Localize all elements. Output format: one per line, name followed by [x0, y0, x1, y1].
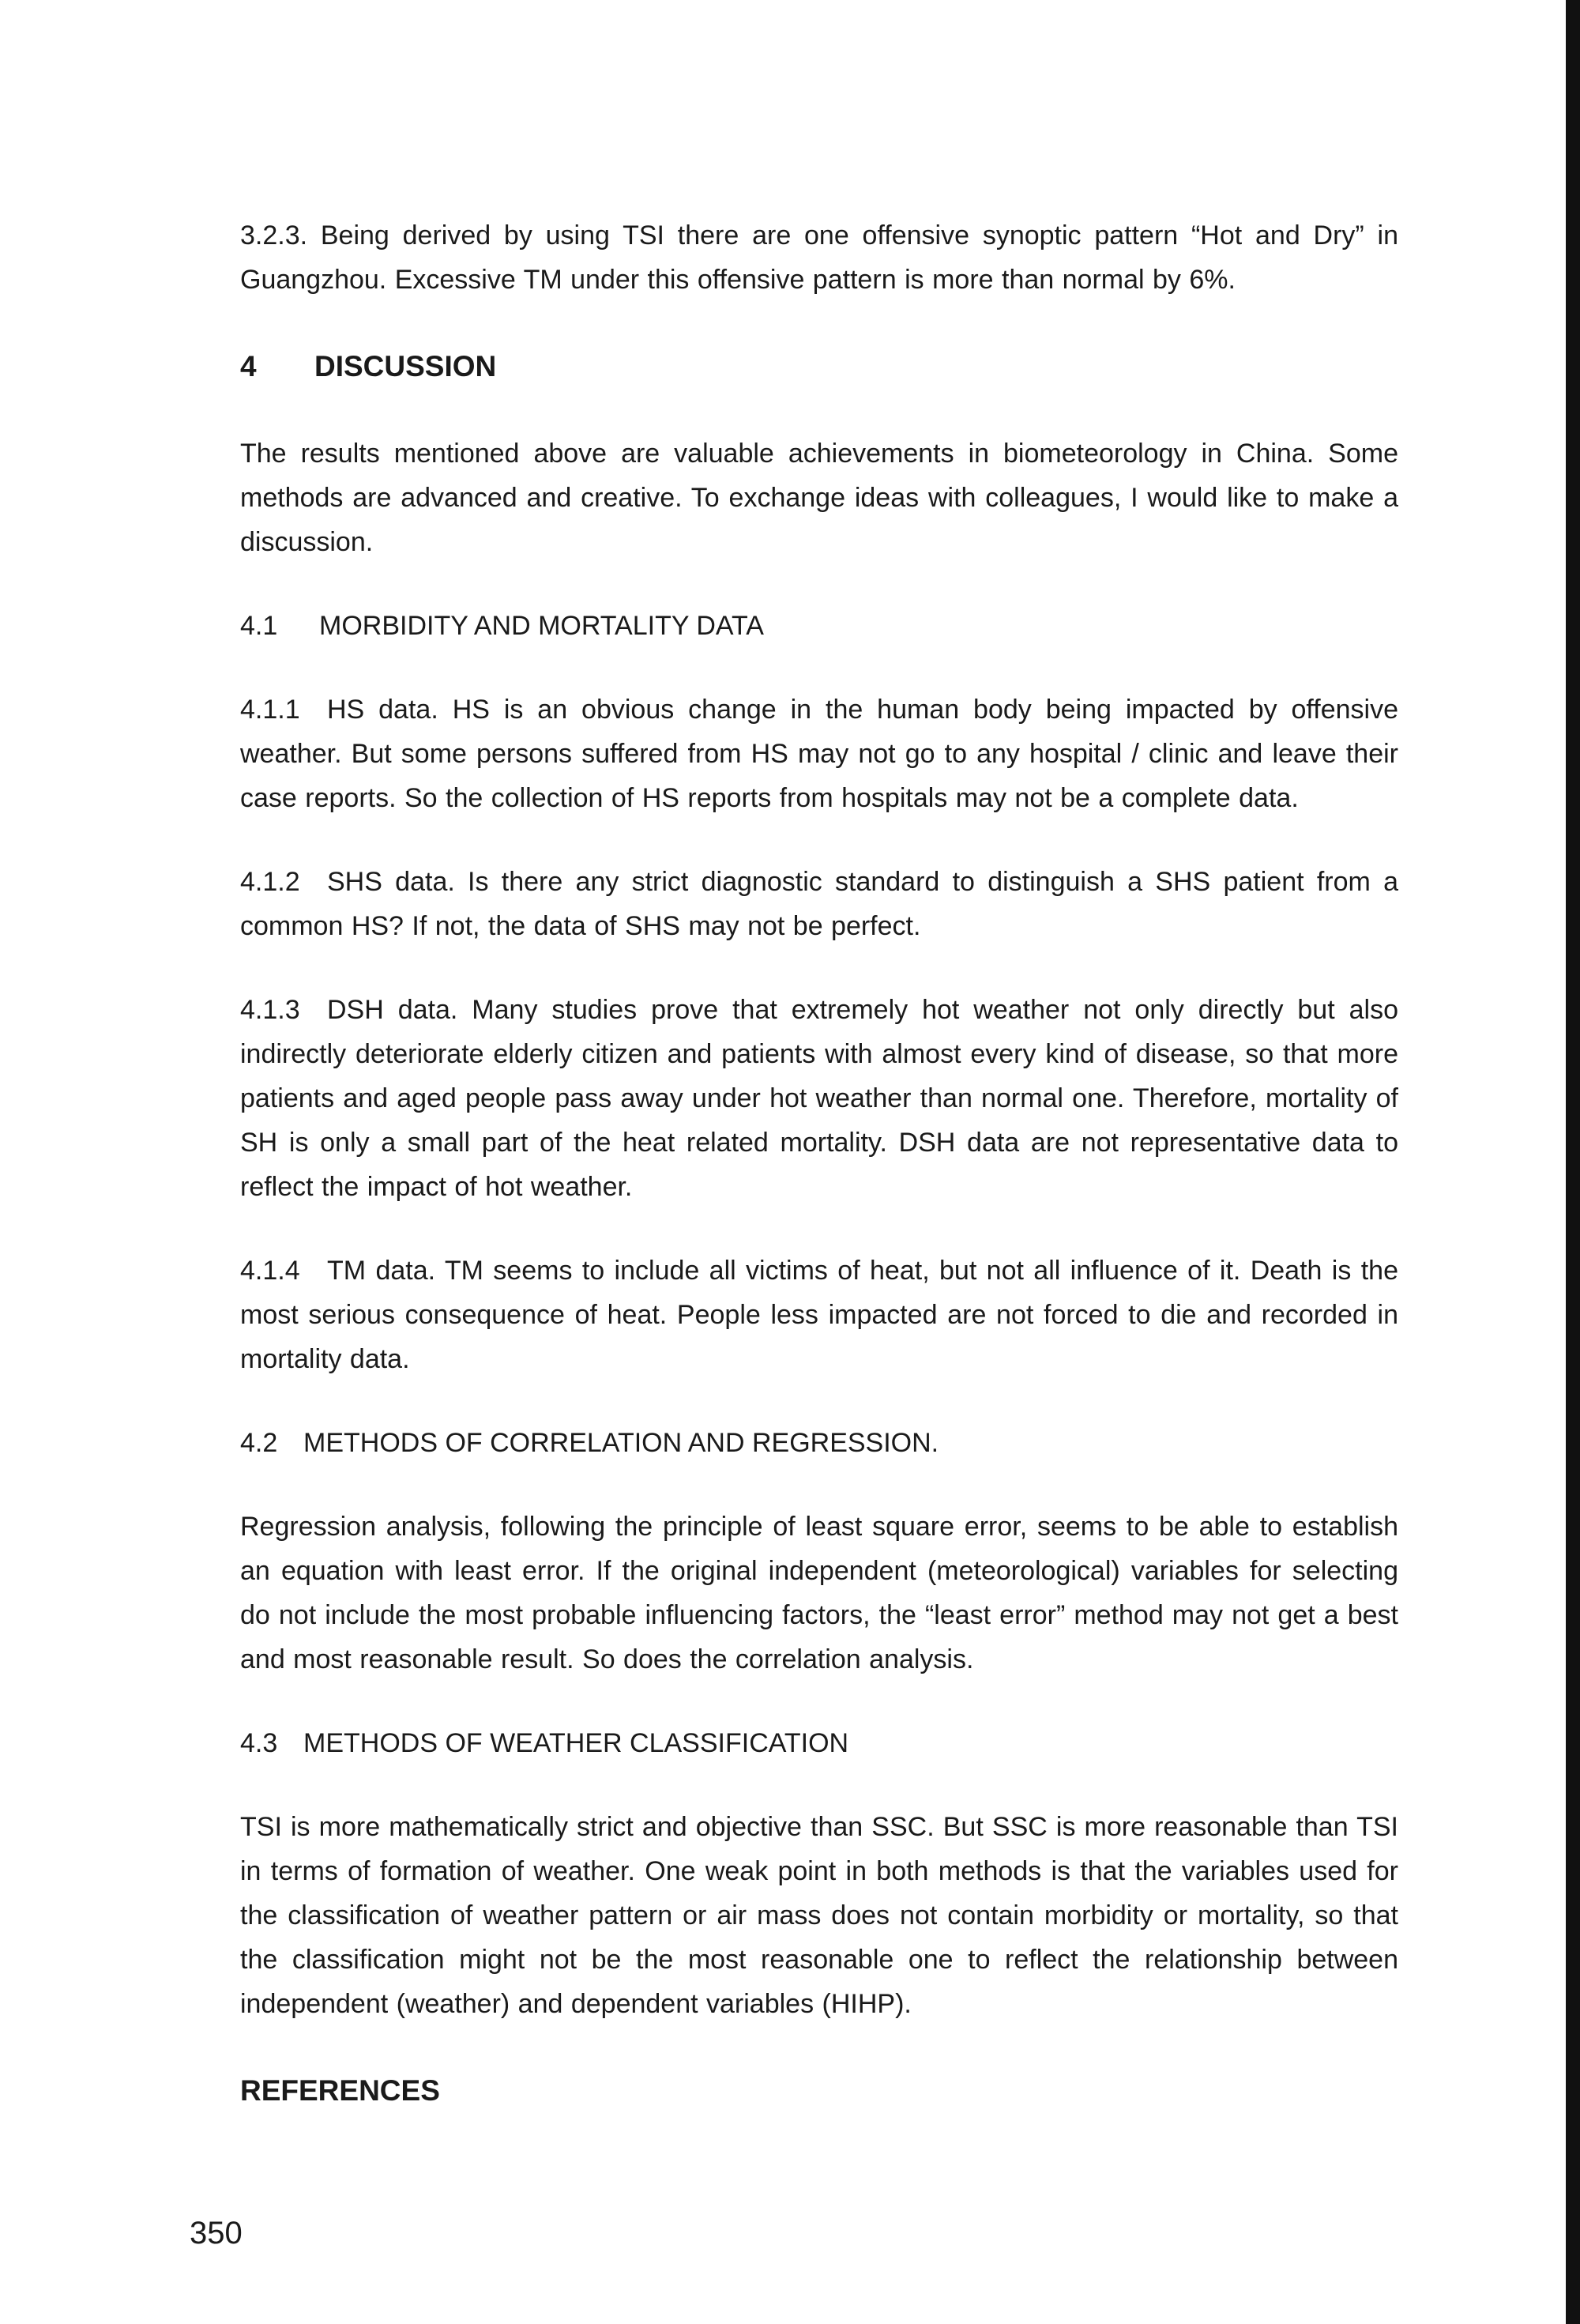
paragraph-number: 4.1.2: [240, 867, 300, 897]
paragraph-text: SHS data. Is there any strict diagnostic standard to distinguish a SHS patient from a common HS? If not, the data of SHS may not be perfect.: [240, 867, 1398, 941]
page-content: [240, 213, 1398, 2113]
subsection-heading-4-1: [240, 604, 1398, 648]
paragraph-4-1-4: [240, 1249, 1398, 1381]
paragraph-4-1-2: [240, 860, 1398, 948]
subsection-heading-4-2: [240, 1421, 1398, 1465]
paragraph-4-2: Regression analysis, following the principle of least square error, seems to be able to establish an equation with least error. If the original independent (meteorological) variables for selecting do not include the most probable influencing factors, the “least error” method may not get a best and most reasonable result. So does the correlation analysis.: [240, 1512, 1398, 1674]
discussion-paragraph: The results mentioned above are valuable achievements in biometeorology in China. Some methods are advanced and creative. To exchange ideas with colleagues, I would like to make a discussion.: [240, 439, 1398, 557]
subsection-number: 4.3: [240, 1728, 278, 1758]
paragraph-number: 4.1.3: [240, 995, 300, 1025]
subsection-title: METHODS OF WEATHER CLASSIFICATION: [303, 1728, 849, 1758]
section-title: DISCUSSION: [314, 350, 497, 382]
section-number: 4: [240, 350, 257, 382]
subsection-number: 4.2: [240, 1428, 278, 1458]
subsection-title: MORBIDITY AND MORTALITY DATA: [319, 611, 764, 641]
paragraph-number: 4.1.4: [240, 1256, 300, 1286]
paragraph-number: 4.1.1: [240, 695, 300, 725]
paragraph-text: TM data. TM seems to include all victims of heat, but not all influence of it. Death is the most serious consequence of heat. People less impacted are not forced to die and recorded in mortality data.: [240, 1256, 1398, 1374]
subsection-heading-4-3: [240, 1721, 1398, 1765]
references-heading: REFERENCES: [240, 2074, 440, 2107]
subsection-number: 4.1: [240, 611, 278, 641]
page-number: 350: [190, 2216, 243, 2251]
paragraph-4-1-3: [240, 988, 1398, 1209]
scanned-page-edge: [1566, 0, 1580, 2324]
paragraph-text: HS data. HS is an obvious change in the human body being impacted by offensive weather. But some persons suffered from HS may not go to any hospital / clinic and leave their case reports. So the collection of HS reports from hospitals may not be a complete data.: [240, 695, 1398, 813]
paragraph-4-1-1: [240, 687, 1398, 820]
section-heading-discussion: [240, 345, 1398, 389]
paragraph-3-2-3: 3.2.3. Being derived by using TSI there are one offensive synoptic pattern “Hot and Dry” in Guangzhou. Excessive TM under this offensive pattern is more than normal by 6%.: [240, 220, 1398, 295]
subsection-title: METHODS OF CORRELATION AND REGRESSION.: [303, 1428, 939, 1458]
paragraph-4-3: TSI is more mathematically strict and objective than SSC. But SSC is more reasonable than TSI in terms of formation of weather. One weak point in both methods is that the variables used for the classification of weather pattern or air mass does not contain morbidity or mortality, so that the classification might not be the most reasonable one to reflect the relationship between independent (weather) and dependent variables (HIHP).: [240, 1812, 1398, 2019]
paragraph-text: DSH data. Many studies prove that extremely hot weather not only directly but also indirectly deteriorate elderly citizen and patients with almost every kind of disease, so that more patients and aged people pass away under hot weather than normal one. Therefore, mortality of SH is only a small part of the heat related mortality. DSH data are not representative data to reflect the impact of hot weather.: [240, 995, 1398, 1202]
